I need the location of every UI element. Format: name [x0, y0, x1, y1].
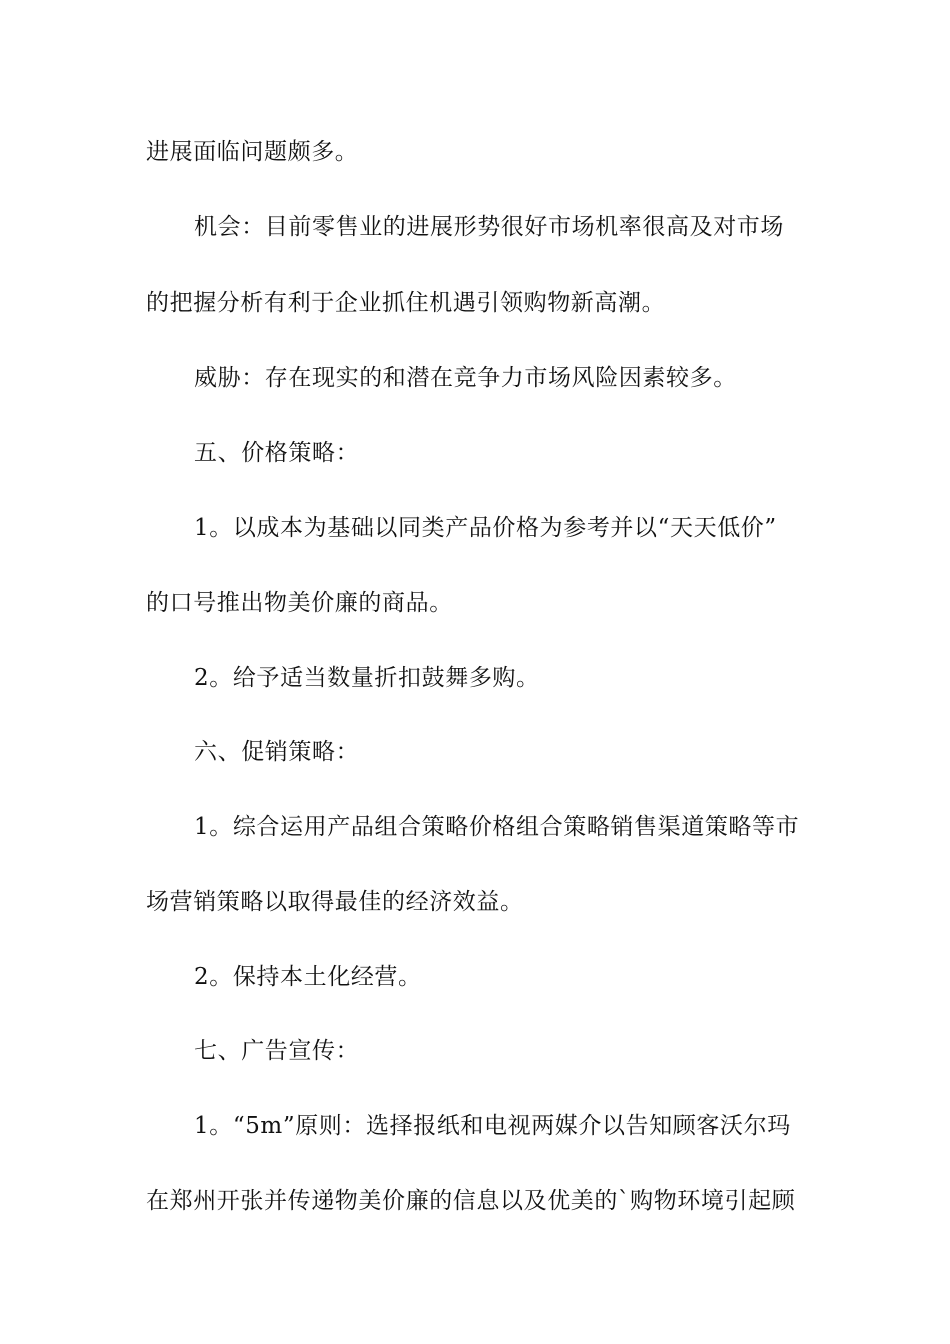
- paragraph-opportunity-line-1: 机会：目前零售业的进展形势很好市场机率很高及对市场: [194, 214, 784, 240]
- pricing-item-1-line-2: 的口号推出物美价廉的商品。: [146, 590, 453, 616]
- advertising-item-1-line-1: 1。“5m”原则：选择报纸和电视两媒介以告知顾客沃尔玛: [194, 1113, 791, 1139]
- promotion-item-2: 2。保持本土化经营。: [194, 964, 422, 990]
- promotion-item-1-line-2: 场营销策略以取得最佳的经济效益。: [146, 889, 524, 915]
- promotion-item-1-line-1: 1。综合运用产品组合策略价格组合策略销售渠道策略等市: [194, 814, 800, 840]
- pricing-item-1-line-1: 1。以成本为基础以同类产品价格为参考并以“天天低价”: [194, 515, 777, 541]
- paragraph-threat: 威胁：存在现实的和潜在竞争力市场风险因素较多。: [194, 365, 737, 391]
- pricing-item-2: 2。给予适当数量折扣鼓舞多购。: [194, 665, 540, 691]
- heading-pricing-strategy: 五、价格策略：: [194, 440, 360, 466]
- advertising-item-1-line-2: 在郑州开张并传递物美价廉的信息以及优美的`购物环境引起顾: [146, 1188, 796, 1214]
- paragraph-opportunity-line-2: 的把握分析有利于企业抓住机遇引领购物新高潮。: [146, 290, 666, 316]
- text-line-1: 进展面临问题颇多。: [146, 139, 359, 165]
- heading-promotion-strategy: 六、促销策略：: [194, 739, 360, 765]
- heading-advertising: 七、广告宣传：: [194, 1038, 360, 1064]
